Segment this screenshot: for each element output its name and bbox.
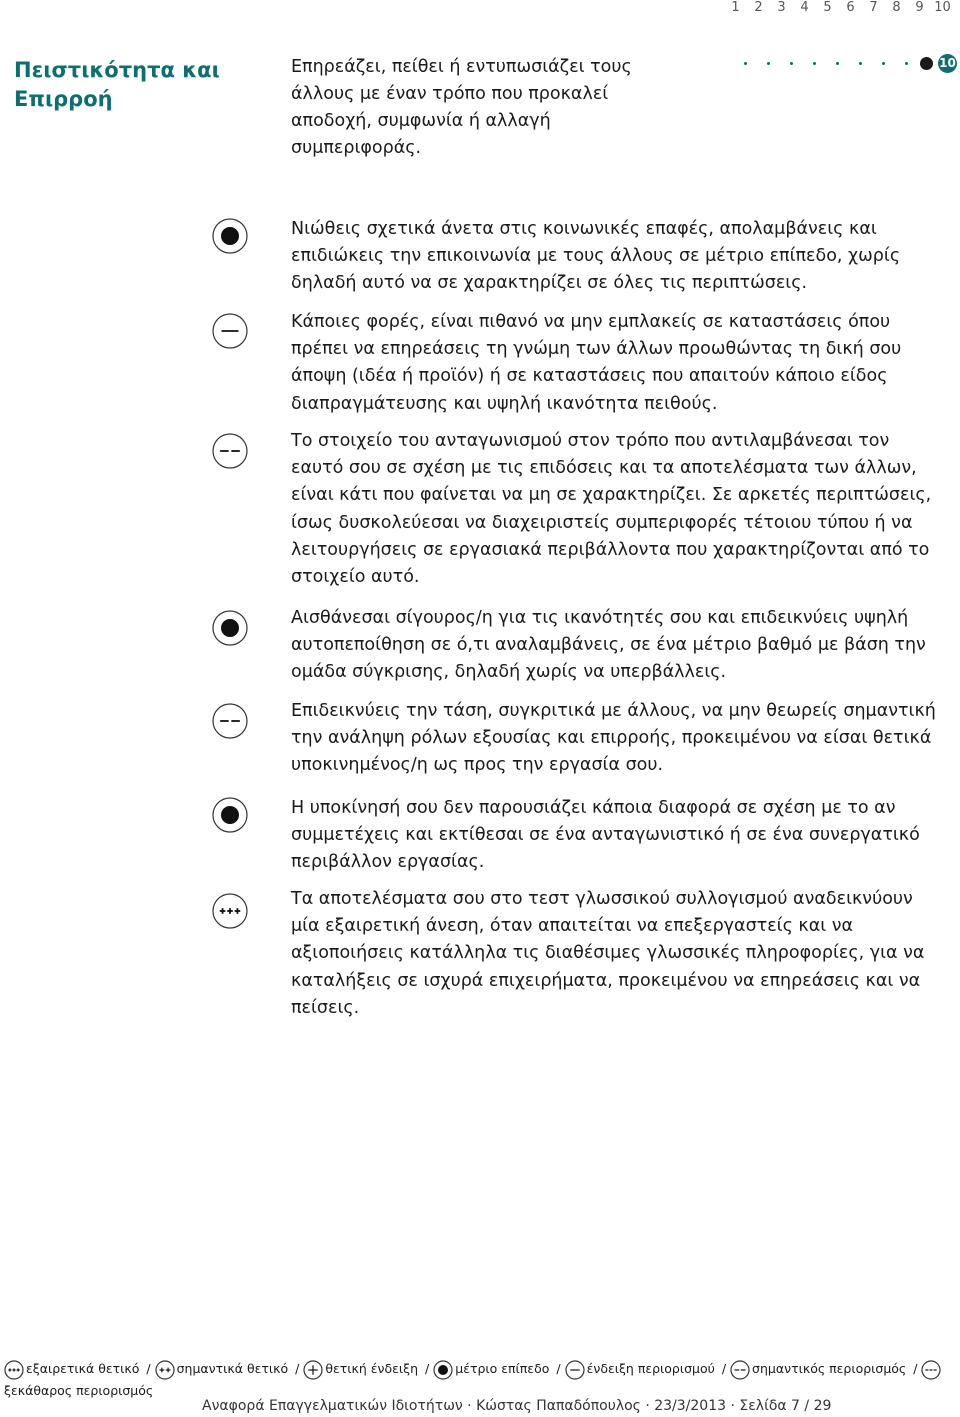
triple-plus-icon bbox=[4, 1360, 24, 1380]
legend-separator: / bbox=[425, 1361, 430, 1376]
dot-icon bbox=[212, 218, 248, 254]
page-number[interactable]: 6 bbox=[846, 0, 855, 15]
dot-icon bbox=[212, 610, 248, 646]
scale-dot bbox=[767, 62, 770, 65]
entry-text: Το στοιχείο του ανταγωνισμού στον τρόπο που αντιλαμβάνεσαι τον εαυτό σου σε σχέση με τις επιδόσεις και τα αποτελέσματα των άλλων, είναι κάτι που φαίνεται να μη σε χαρακτηρίζει. Σε αρκετές περιπτώσεις, ίσως δυσκολεύεσαι να διαχειριστείς συμπεριφορές τέτοιου τύπου ή να λειτουργήσεις σε εργασιακά περιβάλλοντα που χαρακτηρίζονται από το στοιχείο αυτό. bbox=[291, 431, 932, 588]
page-number[interactable]: 9 bbox=[915, 0, 924, 15]
legend-label: ξεκάθαρος περιορισμός bbox=[4, 1383, 154, 1398]
section-definition: Επηρεάζει, πείθει ή εντυπωσιάζει τους άλλους με έναν τρόπο που προκαλεί αποδοχή, συμφωνία ή αλλαγή συμπεριφοράς. bbox=[291, 57, 632, 158]
legend-label: μέτριο επίπεδο bbox=[455, 1361, 550, 1376]
legend-separator: / bbox=[146, 1361, 151, 1376]
legend-label: εξαιρετικά θετικό bbox=[26, 1361, 140, 1376]
minus-icon bbox=[565, 1360, 585, 1380]
scale-dot bbox=[744, 62, 747, 65]
page-number[interactable]: 3 bbox=[777, 0, 786, 15]
entry-text: Αισθάνεσαι σίγουρος/η για τις ικανότητές σου και επιδεικνύεις υψηλή αυτοπεποίθηση σε ό,τι αναλαμβάνεις, σε ένα μέτριο βαθμό με βάση την ομάδα σύγκρισης, δηλαδή χωρίς να υπερβάλλεις. bbox=[291, 608, 926, 683]
plus-icon bbox=[303, 1360, 323, 1380]
entry-text: Κάποιες φορές, είναι πιθανό να μην εμπλακείς σε καταστάσεις όπου πρέπει να επηρεάσεις τη γνώμη των άλλων προωθώντας τη δική σου άποψη (ιδέα ή προϊόν) ή σε καταστάσεις που απαιτούν κάποιο είδος διαπραγμάτευσης και υψηλή ικανότητα πειθούς. bbox=[291, 312, 902, 414]
page-navigation bbox=[724, 0, 954, 15]
entry-text: Τα αποτελέσματα σου στο τεστ γλωσσικού συλλογισμού αναδεικνύουν μία εξαιρετική άνεση, όταν απαιτείται να επεξεργαστείς και να αξιοποιήσεις κατάλληλα τις διαθέσιμες γλωσσικές πληροφορίες, για να καταλήξεις σε ισχυρά επιχειρήματα, προκειμένου να επηρεάσεις και να πείσεις. bbox=[291, 889, 925, 1018]
double-minus-icon bbox=[212, 433, 248, 469]
legend-separator: / bbox=[295, 1361, 300, 1376]
dot-icon bbox=[212, 797, 248, 833]
legend bbox=[4, 1358, 956, 1402]
legend-separator: / bbox=[721, 1361, 727, 1376]
score-badge: 10 bbox=[938, 54, 957, 73]
double-plus-icon bbox=[155, 1360, 175, 1380]
entry-text: Επιδεικνύεις την τάση, συγκριτικά με άλλους, να μην θεωρείς σημαντική την ανάληψη ρόλων εξουσίας και επιρροής, προκειμένου να είσαι θετικά υποκινημένος/η ως προς την εργασία σου. bbox=[291, 701, 936, 776]
page-number[interactable]: 1 bbox=[731, 0, 740, 15]
double-minus-icon bbox=[212, 703, 248, 739]
scale-dot bbox=[859, 62, 862, 65]
score-marker-icon bbox=[920, 57, 933, 70]
triple-minus-icon bbox=[921, 1360, 941, 1380]
scale-dot bbox=[813, 62, 816, 65]
page-number[interactable]: 8 bbox=[892, 0, 901, 15]
triple-plus-icon bbox=[212, 893, 248, 929]
scale-dot bbox=[790, 62, 793, 65]
page-number[interactable]: 5 bbox=[823, 0, 832, 15]
entry-text: Η υποκίνησή σου δεν παρουσιάζει κάποια διαφορά σε σχέση με το αν συμμετέχεις και εκτίθεσαι σε ένα ανταγωνιστικό ή σε ένα συνεργατικό περιβάλλον εργασίας. bbox=[291, 798, 920, 873]
scale-dot bbox=[836, 62, 839, 65]
scale-dot bbox=[882, 62, 885, 65]
legend-label: θετική ένδειξη bbox=[325, 1361, 419, 1376]
double-minus-icon bbox=[730, 1360, 750, 1380]
page-footer: Αναφορά Επαγγελματικών Ιδιοτήτων · Κώστας Παπαδόπουλος · 23/3/2013 · Σελίδα 7 / 29 bbox=[202, 1398, 832, 1414]
entry-text: Νιώθεις σχετικά άνετα στις κοινωνικές επαφές, απολαμβάνεις και επιδιώκεις την επικοινωνία με τους άλλους σε μέτριο επίπεδο, χωρίς δηλαδή αυτό να σε χαρακτηρίζει σε όλες τις περιπτώσεις. bbox=[291, 219, 901, 294]
legend-label: σημαντικός περιορισμός bbox=[752, 1361, 907, 1376]
legend-separator: / bbox=[913, 1361, 918, 1376]
legend-label: σημαντικά θετικό bbox=[176, 1361, 289, 1376]
minus-icon bbox=[212, 313, 248, 349]
legend-separator: / bbox=[556, 1361, 561, 1376]
page-number[interactable]: 2 bbox=[754, 0, 763, 15]
dot-icon bbox=[433, 1360, 453, 1380]
section-title: Πειστικότητα και Επιρροή bbox=[14, 58, 220, 111]
page-number[interactable]: 7 bbox=[869, 0, 878, 15]
page-number[interactable]: 4 bbox=[800, 0, 809, 15]
page-number[interactable]: 10 bbox=[934, 0, 951, 15]
legend-label: ένδειξη περιορισμού bbox=[586, 1361, 715, 1376]
scale-dot bbox=[905, 62, 908, 65]
